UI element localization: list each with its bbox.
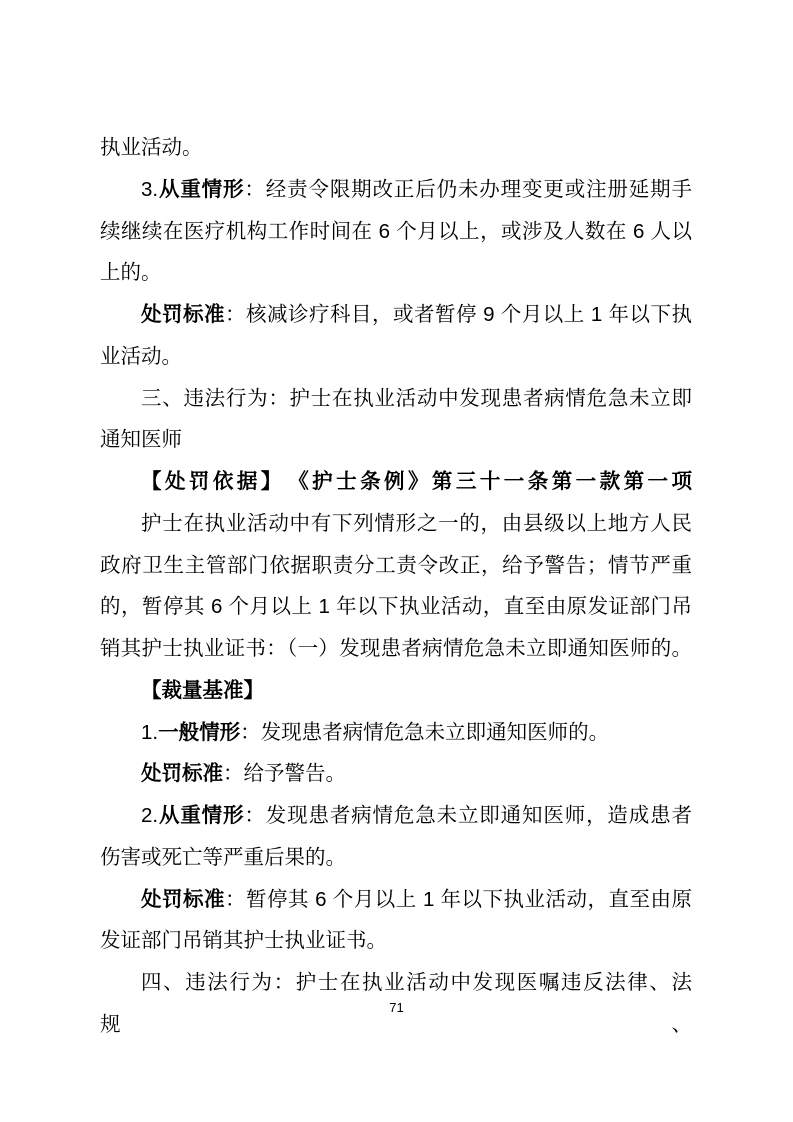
- bold-text: 处罚标准: [141, 762, 223, 786]
- bold-text: 【裁量基准】: [141, 678, 264, 702]
- body-text: 3.: [141, 177, 159, 201]
- body-text: 护士在执业活动中有下列情形之一的，由县级以上地方人民: [141, 511, 692, 535]
- body-text: 销其护士执业证书：（一）发现患者病情危急未立即通知医师的。: [100, 637, 692, 660]
- bold-text: 从重情形: [158, 804, 245, 827]
- body-text: 的，暂停其 6 个月以上 1 年以下执业活动，直至由原发证部门吊: [100, 595, 692, 619]
- body-text: 三、违法行为：护士在执业活动中发现患者病情危急未立即: [141, 386, 692, 410]
- bold-text: 处罚标准: [141, 887, 225, 911]
- body-text: 1.: [141, 720, 159, 744]
- body-text: ：发现患者病情危急未立即通知医师的。: [240, 720, 610, 744]
- text-line: [100, 712, 692, 754]
- text-line: [100, 127, 692, 169]
- text-line: [100, 419, 692, 461]
- body-text: ：经责令限期改正后仍未办理变更或注册延期手: [244, 177, 693, 201]
- text-line: [100, 837, 692, 879]
- body-text: 执业活动。: [100, 136, 203, 159]
- text-line: [100, 252, 692, 294]
- text-line: [100, 795, 692, 837]
- text-line: [100, 211, 692, 253]
- body-text: 伤害或死亡等严重后果的。: [100, 845, 346, 869]
- body-text: ：给予警告。: [223, 762, 346, 786]
- body-text: ：核减诊疗科目，或者暂停 9 个月以上 1 年以下执: [225, 303, 693, 326]
- page-number: 71: [389, 1000, 404, 1015]
- text-line: [100, 586, 692, 628]
- text-line: [100, 336, 692, 378]
- text-line: [100, 628, 692, 670]
- body-text: 续继续在医疗机构工作时间在 6 个月以上，或涉及人数在 6 人以: [100, 219, 692, 243]
- text-line: [100, 294, 692, 336]
- document-body: [100, 127, 692, 1046]
- body-text: 上的。: [100, 261, 162, 285]
- body-text: 发证部门吊销其护士执业证书。: [100, 929, 387, 953]
- body-text: 通知医师: [100, 428, 182, 452]
- body-text: 政府卫生主管部门依据职责分工责令改正，给予警告；情节严重: [100, 553, 692, 577]
- bold-text: 【处罚依据】 《护士条例》第三十一条第一款第一项: [141, 470, 692, 493]
- body-text: ：发现患者病情危急未立即通知医师，造成患者: [244, 804, 693, 827]
- bold-text: 一般情形: [158, 720, 241, 744]
- text-line: [100, 753, 692, 795]
- body-text: ：暂停其 6 个月以上 1 年以下执业活动，直至由原: [225, 887, 693, 911]
- text-line: [100, 545, 692, 587]
- text-line: [100, 670, 692, 712]
- bold-text: 从重情形: [158, 177, 245, 201]
- text-line: [100, 169, 692, 211]
- text-line: [100, 503, 692, 545]
- text-line: [100, 378, 692, 420]
- text-line: [100, 920, 692, 962]
- bold-text: 处罚标准: [141, 303, 225, 326]
- text-line: [100, 461, 692, 503]
- text-line: [100, 879, 692, 921]
- body-text: 2.: [141, 804, 159, 827]
- body-text: 四、违法行为：护士在执业活动中发现医嘱违反法律、法规、: [100, 971, 692, 1036]
- body-text: 业活动。: [100, 344, 182, 368]
